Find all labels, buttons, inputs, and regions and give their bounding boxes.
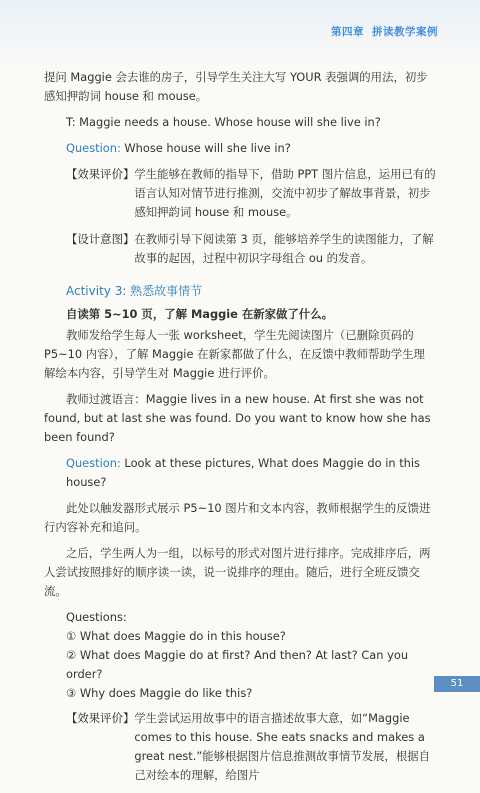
question-label: Question: xyxy=(66,141,121,155)
evaluation-text: 学生能够在教师的指导下，借助 PPT 图片信息，运用已有的语言认知对情节进行推测，交流中初步了解故事背景，初步感知押韵词 house 和 mouse。 xyxy=(134,167,436,219)
paragraph-5: 此处以触发器形式展示 P5~10 图片和文本内容，教师根据学生的反馈进行内容补充和追问。 xyxy=(44,501,431,534)
evaluation-2 xyxy=(44,709,436,785)
list-item: ② What does Maggie do at first? And then? At last? Can you order? xyxy=(66,648,409,681)
evaluation-tag: 【效果评价】 xyxy=(66,167,135,181)
paragraph-4: 教师过渡语言：Maggie lives in a new house. At first she was not found, but at last she was found. Do you want to know how she has been found? xyxy=(44,392,431,444)
reading-instruction: 自读第 5~10 页，了解 Maggie 在新家做了什么。 xyxy=(66,307,334,321)
page-number: 51 xyxy=(434,676,480,692)
evaluation-1 xyxy=(44,165,436,222)
activity-3-heading: Activity 3: 熟悉故事情节 xyxy=(66,284,203,298)
evaluation-tag: 【效果评价】 xyxy=(66,711,135,725)
chapter-label: 第四章 xyxy=(331,26,364,38)
evaluation-text: 学生尝试运用故事中的语言描述故事大意，如“Maggie comes to this house. She eats snacks and makes a great nest.”能够根据图片信息推测故事情节发展，根据自己对绘本的理解，给图片 xyxy=(134,711,431,782)
list-item: ③ Why does Maggie do like this? xyxy=(66,686,253,700)
question-label: Question: xyxy=(66,456,121,470)
running-header xyxy=(331,24,438,39)
paragraph-1: 提问 Maggie 会去谁的房子，引导学生关注大写 YOUR 表强调的用法，初步感知押韵词 house 和 mouse。 xyxy=(44,70,428,103)
questions-list xyxy=(44,608,436,703)
teacher-line-1: T: Maggie needs a house. Whose house will she live in? xyxy=(66,115,381,129)
questions-title: Questions: xyxy=(66,610,127,624)
question-text: Look at these pictures, What does Maggie do in this house? xyxy=(66,456,420,489)
page-body xyxy=(44,68,436,793)
design-text: 在教师引导下阅读第 3 页，能够培养学生的读图能力，了解故事的起因，过程中初识字母组合 ou 的发音。 xyxy=(134,232,434,265)
paragraph-3: 教师发给学生每人一张 worksheet，学生先阅读图片（已删除页码的 P5~10 内容），了解 Maggie 在新家都做了什么，在反馈中教师帮助学生理解绘本内容，引导学生对 Maggie 进行评价。 xyxy=(44,328,425,380)
question-1 xyxy=(44,139,436,158)
paragraph-6: 之后，学生两人为一组，以标号的形式对图片进行排序。完成排序后，两人尝试按照排好的顺序读一读，说一说排序的理由。随后，进行全班反馈交流。 xyxy=(44,546,431,598)
design-tag: 【设计意图】 xyxy=(66,232,135,246)
question-text: Whose house will she live in? xyxy=(120,141,291,155)
chapter-title: 拼读教学案例 xyxy=(372,26,438,38)
design-intent xyxy=(44,230,436,268)
list-item: ① What does Maggie do in this house? xyxy=(66,629,286,643)
question-2 xyxy=(44,454,436,492)
